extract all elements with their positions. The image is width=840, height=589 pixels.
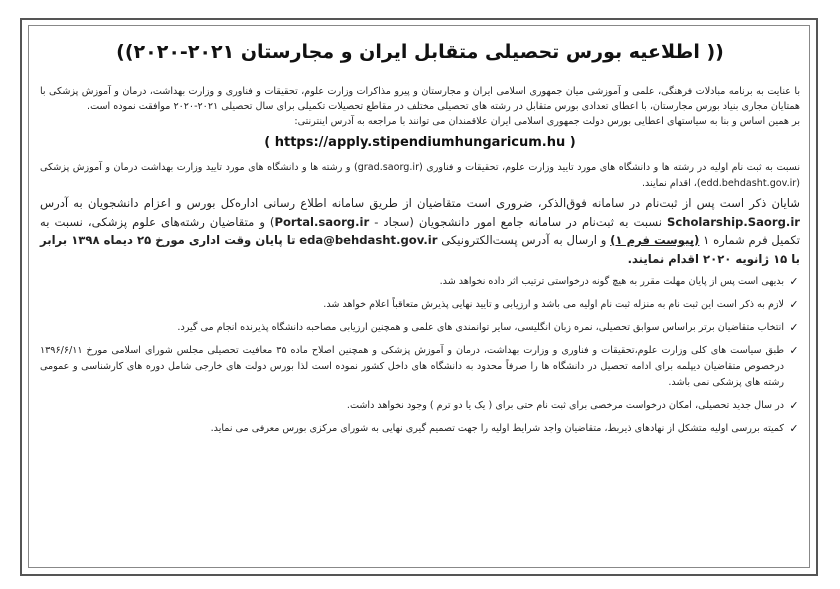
registration-text-3: )، اقدام نمایند. xyxy=(642,178,701,189)
email-link[interactable]: eda@behdasht.gov.ir xyxy=(299,233,438,247)
list-item-text: طبق سیاست های کلی وزارت علوم،تحقیقات و فناوری و وزارت بهداشت، درمان و آموزش پزشکی و همچنین اصلاح ماده ۳۵ معافیت تحصیلی مجلس شورای اسلامی مورخ ۱۳۹۶/۶/۱۱ درخصوص متقاضیان دیپلمه برای ادامه تحصیل در دانشگاه ها را صرفاً محدود به دانشگاه های داخل کشور نموده است لذا بورس دولت های خارجی شامل دوره های کارشناسی و عمومی رشته های پزشکی نمی باشد. xyxy=(40,345,785,388)
list-item xyxy=(40,297,800,313)
check-icon: ✓ xyxy=(789,344,799,357)
list-item-text: بدیهی است پس از پایان مهلت مقرر به هیچ گونه درخواستی ترتیب اثر داده نخواهد شد. xyxy=(439,276,784,287)
check-icon: ✓ xyxy=(789,422,799,435)
registration-paragraph xyxy=(40,160,800,192)
list-item-text: کمیته بررسی اولیه متشکل از نهادهای ذیربط، متقاضیان واجد شرایط اولیه را جهت تصمیم گیری نهایی به شورای مرکزی بورس معرفی می نماید. xyxy=(210,423,784,434)
portal-site-link[interactable]: Portal.saorg.ir xyxy=(274,214,370,229)
list-item-text: در سال جدید تحصیلی، امکان درخواست مرخصی برای ثبت نام حتی برای ( یک یا دو ترم ) وجود نخواهد داشت. xyxy=(346,400,784,411)
notice-paragraph xyxy=(40,194,800,268)
list-item xyxy=(40,274,800,290)
scholarship-site-link[interactable]: Scholarship.Saorg.ir xyxy=(666,214,801,229)
check-icon: ✓ xyxy=(789,399,799,412)
notice-text-3: ) و متقاضیان رشته‌های علوم پزشکی، نسبت به تکمیل فرم شماره ۱ xyxy=(40,214,800,247)
list-item-text: لازم به ذکر است این ثبت نام به منزله ثبت نام اولیه می باشد و ارزیابی و تایید نهایی پذیرش متعاقباً اعلام خواهد شد. xyxy=(323,299,784,310)
check-icon: ✓ xyxy=(789,321,799,334)
notice-text-1: شایان ذکر است پس از ثبت‌نام در سامانه فوق‌الذکر، ضروری است متقاضیان از طریق سامانه اطلاع رسانی اداره‌کل بورس و اعزام دانشجویان به آدرس xyxy=(40,196,800,210)
registration-text-2: ) و رشته ها و دانشگاه های مورد تایید وزارت بهداشت درمان و آموزش پزشکی ( xyxy=(40,162,800,189)
check-icon: ✓ xyxy=(789,275,799,288)
intro-paragraph-2: بر همین اساس و بنا به سیاستهای اعطایی بورس دولت جمهوری اسلامی ایران علاقمندان می توانند با مراجعه به آدرس اینترنتی: xyxy=(294,116,800,127)
list-item xyxy=(40,421,800,437)
grad-site-link[interactable]: grad.saorg.ir xyxy=(357,162,420,173)
annex-form-link[interactable]: (پیوست فرم ۱) xyxy=(610,233,700,247)
intro-paragraph: با عنایت به برنامه مبادلات فرهنگی، علمی و آموزشی میان جمهوری اسلامی ایران و مجارستان و پیرو مذاکرات وزارت علوم، تحقیقات و فناوری و وزارت بهداشت، درمان و آموزش پزشکی با همتایان مجاری بنیاد بورس مجارستان، با اعطای تعدادی بورس متقابل در رشته های تحصیلی مختلف در مقاطع تحصیلات تکمیلی برای سال تحصیلی ۲۰۲۱-۲۰۲۰ موافقت نموده است. xyxy=(40,86,800,112)
check-icon: ✓ xyxy=(789,298,799,311)
list-item xyxy=(40,398,800,414)
notice-text-2: نسبت به ثبت‌نام در سامانه جامع امور دانشجویان (سجاد - xyxy=(374,214,662,229)
application-url[interactable]: ( https://apply.stipendiumhungaricum.hu ) xyxy=(264,135,576,150)
announcement-document xyxy=(40,30,800,444)
list-item-text: انتخاب متقاضیان برتر براساس سوابق تحصیلی، نمره زبان انگلیسی، سایر توانمندی های علمی و همچنین ارزیابی مصاحبه دانشگاه پذیرنده انجام می گیرد. xyxy=(177,322,784,333)
list-item xyxy=(40,343,800,391)
list-item xyxy=(40,320,800,336)
deadline-text: تا پایان وقت اداری مورخ ۲۵ دیماه ۱۳۹۸ برابر با ۱۵ ژانویه ۲۰۲۰ اقدام نمایند. xyxy=(40,233,800,266)
registration-text-1: نسبت به ثبت نام اولیه در رشته ها و دانشگاه های مورد تایید وزارت علوم، تحقیقات و فناوری ( xyxy=(419,162,800,173)
notes-list xyxy=(40,274,800,437)
behdasht-site-link[interactable]: edd.behdasht.gov.ir xyxy=(700,178,797,189)
page-title: (( اطلاعیه بورس تحصیلی متقابل ایران و مجارستان ۲۰۲۱-۲۰۲۰)) xyxy=(116,41,724,63)
notice-text-4: و ارسال به آدرس پست‌الکترونیکی xyxy=(441,233,607,247)
